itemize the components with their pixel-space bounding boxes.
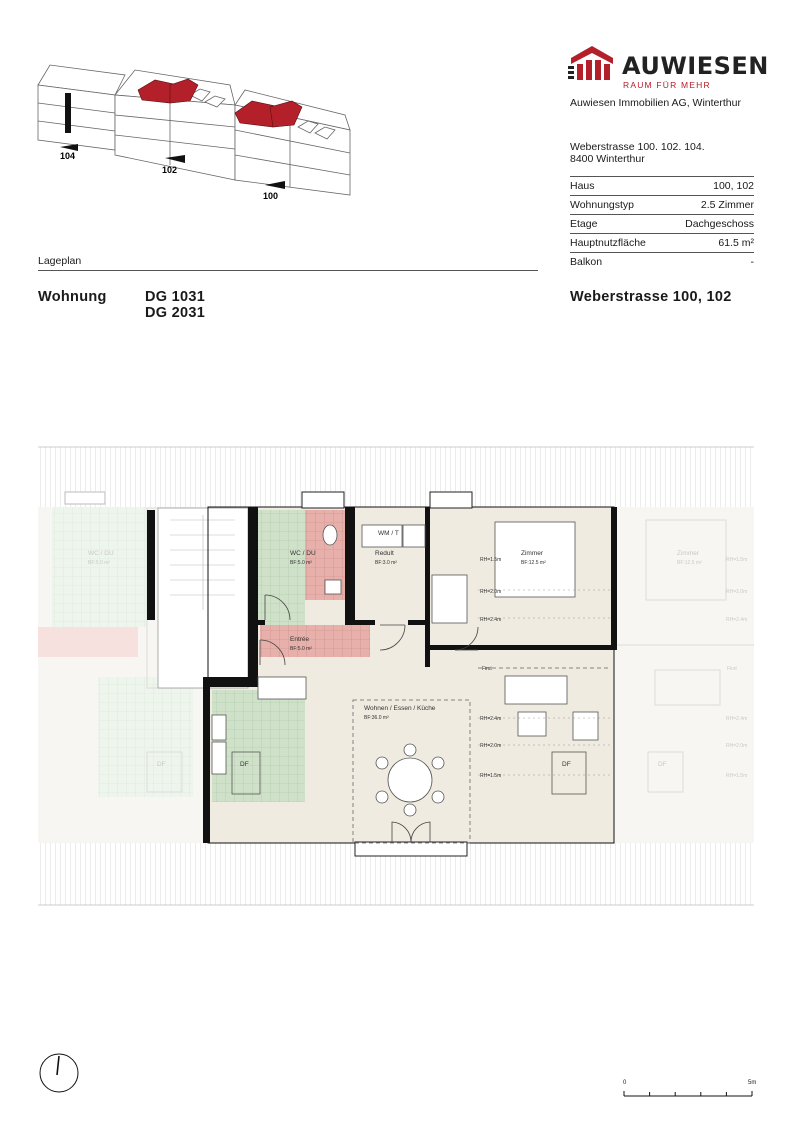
apartment-id-1: DG 1031 bbox=[145, 289, 206, 305]
df-label: DF bbox=[240, 761, 249, 768]
ghost-room-label: WC / DU bbox=[88, 550, 114, 557]
room-area: BF:3.0 m² bbox=[375, 560, 397, 566]
info-value: - bbox=[750, 256, 754, 268]
room-area: BF:12.5 m² bbox=[521, 560, 546, 566]
info-row bbox=[570, 214, 754, 234]
street-title: Weberstrasse 100, 102 bbox=[570, 289, 732, 305]
ghost-df-label: DF bbox=[157, 761, 166, 768]
room-label: Wohnen / Essen / Küche bbox=[364, 705, 436, 712]
house-label-100: 100 bbox=[263, 191, 279, 201]
height-label: RH=2.0m bbox=[480, 743, 502, 749]
df-label: DF bbox=[562, 761, 571, 768]
info-key: Haus bbox=[570, 180, 595, 192]
first-label: First bbox=[482, 666, 492, 672]
apartment-id-2: DG 2031 bbox=[145, 305, 206, 321]
info-key: Hauptnutzfläche bbox=[570, 237, 646, 249]
room-label: WC / DU bbox=[290, 550, 316, 557]
floor-plan bbox=[38, 440, 754, 910]
height-label: RH=2.0m bbox=[480, 589, 502, 595]
ghost-height-label: RH=1.5m bbox=[726, 557, 748, 563]
site-plan-building bbox=[30, 45, 375, 205]
info-value: 100, 102 bbox=[713, 180, 754, 192]
info-key: Wohnungstyp bbox=[570, 199, 635, 211]
height-label: RH=2.4m bbox=[480, 716, 502, 722]
info-row bbox=[570, 176, 754, 196]
info-value: 61.5 m² bbox=[718, 237, 754, 249]
room-area: BF:5.0 m² bbox=[290, 646, 312, 652]
brand-name: AUWIESEN bbox=[622, 52, 769, 80]
info-key: Balkon bbox=[570, 256, 603, 268]
room-area: BF:36.0 m² bbox=[364, 715, 389, 721]
info-row bbox=[570, 252, 754, 272]
info-value: Dachgeschoss bbox=[685, 218, 754, 230]
address-line1: Weberstrasse 100. 102. 104. bbox=[570, 141, 705, 153]
brand-logo-icon bbox=[567, 44, 617, 82]
company-name: Auwiesen Immobilien AG, Winterthur bbox=[570, 97, 741, 109]
info-row bbox=[570, 195, 754, 215]
house-label-102: 102 bbox=[162, 165, 178, 175]
scale-start: 0 bbox=[623, 1080, 627, 1086]
apartment-label: Wohnung bbox=[38, 289, 107, 305]
height-label: RH=1.5m bbox=[480, 557, 502, 563]
address-line2: 8400 Winterthur bbox=[570, 153, 645, 165]
ghost-height-label: RH=2.4m bbox=[726, 716, 748, 722]
ghost-height-label: RH=2.0m bbox=[726, 743, 748, 749]
ghost-room-area: BF:12.5 m² bbox=[677, 560, 702, 566]
scale-bar bbox=[620, 1088, 756, 1100]
info-value: 2.5 Zimmer bbox=[700, 199, 754, 211]
height-label: RH=1.5m bbox=[480, 773, 502, 779]
room-area: BF:5.0 m² bbox=[290, 560, 312, 566]
room-label: Zimmer bbox=[521, 550, 544, 557]
ghost-height-label: RH=2.4m bbox=[726, 617, 748, 623]
ghost-first-label: First bbox=[727, 666, 737, 672]
scale-end: 5m bbox=[748, 1080, 757, 1086]
siteplan-caption: Lageplan bbox=[38, 255, 82, 267]
ghost-height-label: RH=2.0m bbox=[726, 589, 748, 595]
ghost-height-label: RH=1.5m bbox=[726, 773, 748, 779]
ghost-df-label: DF bbox=[658, 761, 667, 768]
north-arrow-icon bbox=[38, 1052, 80, 1094]
room-label: Entrée bbox=[290, 636, 310, 643]
house-label-104: 104 bbox=[60, 151, 76, 161]
height-label: RH=2.4m bbox=[480, 617, 502, 623]
room-label: Redult bbox=[375, 550, 394, 557]
siteplan-divider bbox=[38, 270, 538, 271]
brand-tagline: RAUM FÜR MEHR bbox=[623, 80, 711, 90]
ghost-room-area: BF:5.0 m² bbox=[88, 560, 110, 566]
ghost-room-label: Zimmer bbox=[677, 550, 700, 557]
info-row bbox=[570, 233, 754, 253]
info-key: Etage bbox=[570, 218, 598, 230]
room-label: WM / T bbox=[378, 530, 399, 537]
